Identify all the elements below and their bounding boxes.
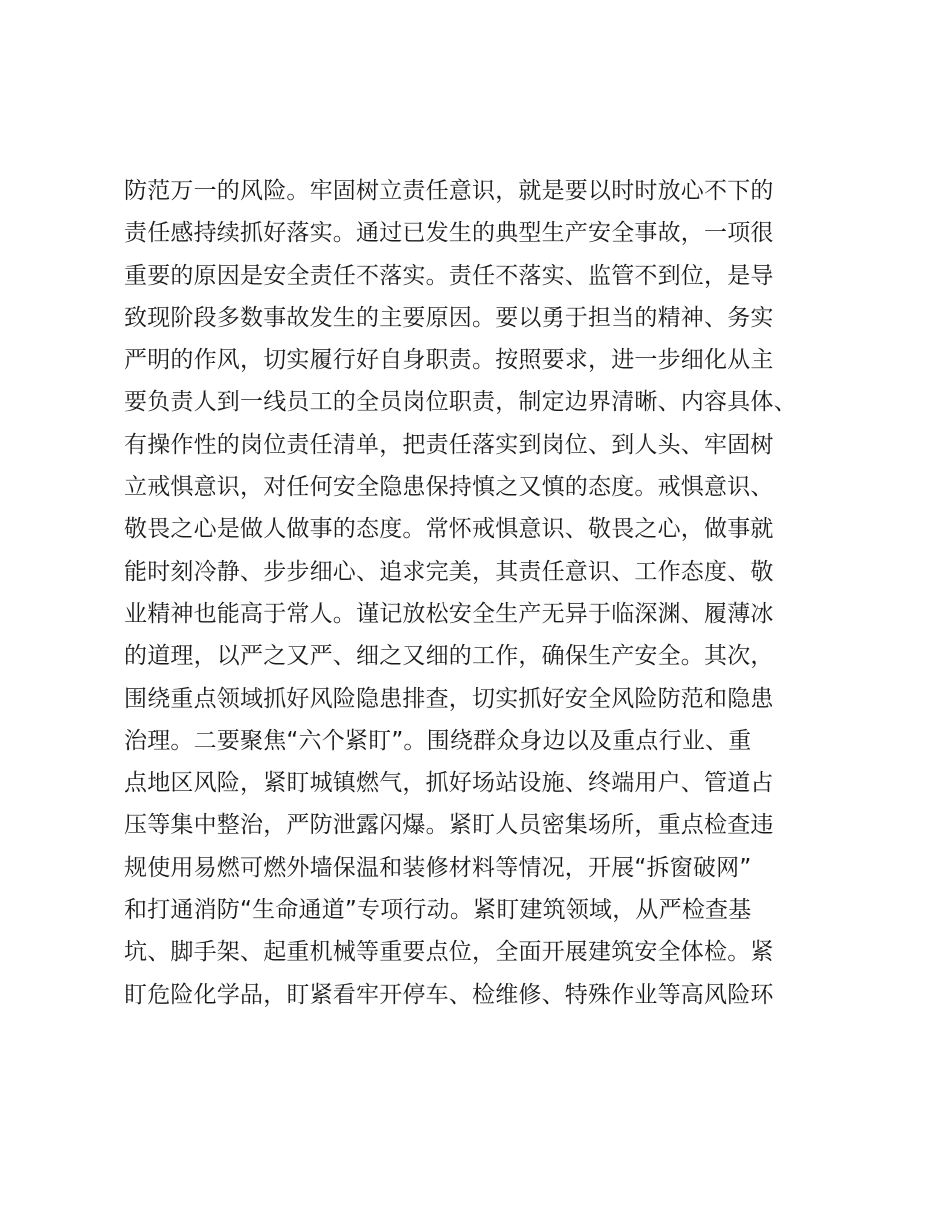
body-paragraph bbox=[124, 170, 844, 1016]
text-line: 盯危险化学品，盯紧看牢开停车、检维修、特殊作业等高风险环 bbox=[124, 981, 774, 1008]
text-line: 业精神也能高于常人。谨记放松安全生产无异于临深渊、履薄冰 bbox=[124, 600, 774, 627]
text-line: 能时刻冷静、步步细心、追求完美，其责任意识、工作态度、敬 bbox=[124, 558, 774, 585]
text-line: 要负责人到一线员工的全员岗位职责，制定边界清晰、内容具体、 bbox=[124, 389, 797, 416]
text-line: 防范万一的风险。牢固树立责任意识，就是要以时时放心不下的 bbox=[124, 178, 774, 204]
text-line: 责任感持续抓好落实。通过已发生的典型生产安全事故，一项很 bbox=[124, 220, 774, 247]
text-line: 敬畏之心是做人做事的态度。常怀戒惧意识、敬畏之心，做事就 bbox=[124, 516, 774, 543]
text-line: 致现阶段多数事故发生的主要原因。要以勇于担当的精神、务实 bbox=[124, 304, 774, 331]
text-line: 的道理，以严之又严、细之又细的工作，确保生产安全。其次， bbox=[124, 643, 774, 670]
text-line: 有操作性的岗位责任清单，把责任落实到岗位、到人头、牢固树 bbox=[124, 431, 774, 458]
text-line: 点地区风险，紧盯城镇燃气，抓好场站设施、终端用户、管道占 bbox=[124, 770, 774, 797]
text-line: 重要的原因是安全责任不落实。责任不落实、监管不到位，是导 bbox=[124, 262, 774, 289]
text-line: 和打通消防“生命通道”专项行动。紧盯建筑领域，从严检查基 bbox=[124, 897, 752, 924]
text-line: 治理。二要聚焦“六个紧盯”。围绕群众身边以及重点行业、重 bbox=[124, 727, 752, 754]
text-line: 严明的作风，切实履行好自身职责。按照要求，进一步细化从主 bbox=[124, 347, 774, 374]
text-line: 立戒惧意识，对任何安全隐患保持慎之又慎的态度。戒惧意识、 bbox=[124, 474, 774, 501]
text-line: 规使用易燃可燃外墙保温和装修材料等情况，开展“拆窗破网” bbox=[124, 854, 752, 881]
text-line: 围绕重点领域抓好风险隐患排查，切实抓好安全风险防范和隐患 bbox=[124, 685, 774, 712]
text-line: 压等集中整治，严防泄露闪爆。紧盯人员密集场所，重点检查违 bbox=[124, 812, 774, 839]
text-line: 坑、脚手架、起重机械等重要点位，全面开展建筑安全体检。紧 bbox=[124, 939, 774, 966]
